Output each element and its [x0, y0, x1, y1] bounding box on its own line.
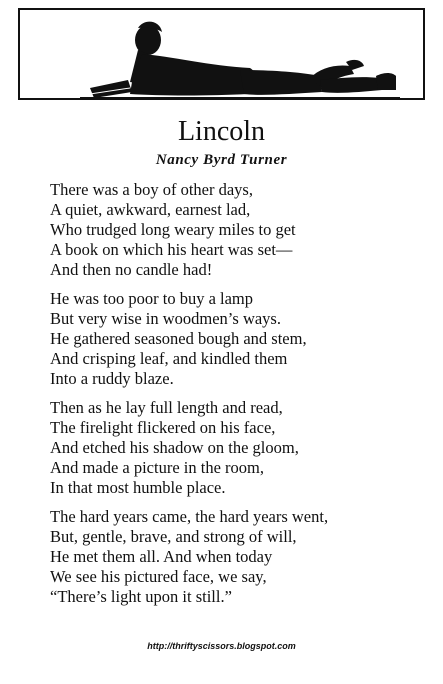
poem-line: Who trudged long weary miles to get — [50, 220, 296, 239]
poem-line: “There’s light upon it still.” — [50, 587, 232, 606]
reading-boy-silhouette-icon — [20, 10, 425, 100]
poem-line: Then as he lay full length and read, — [50, 398, 283, 417]
poem-title: Lincoln — [177, 116, 266, 147]
stanza-2 — [50, 289, 430, 389]
poem-line: A book on which his heart was set— — [50, 240, 293, 259]
poem-line: And made a picture in the room, — [50, 458, 264, 477]
stanza-3 — [50, 398, 430, 498]
poem-line: There was a boy of other days, — [50, 180, 253, 199]
poem-line: And then no candle had! — [50, 260, 213, 279]
source-url: http://thriftyscissors.blogspot.com — [147, 641, 296, 651]
poem-body — [50, 180, 430, 616]
poem-author: Nancy Byrd Turner — [155, 152, 288, 168]
poem-line: And etched his shadow on the gloom, — [50, 438, 299, 457]
poem-line: The firelight flickered on his face, — [50, 418, 276, 437]
poem-line: He met them all. And when today — [50, 547, 273, 566]
header-illustration — [18, 8, 425, 100]
poem-line: A quiet, awkward, earnest lad, — [50, 200, 251, 219]
stanza-4 — [50, 507, 430, 607]
poem-line: He was too poor to buy a lamp — [50, 289, 254, 308]
poem-line: He gathered seasoned bough and stem, — [50, 329, 307, 348]
poem-line: And crisping leaf, and kindled them — [50, 349, 288, 368]
stanza-1 — [50, 180, 430, 280]
poem-line: Into a ruddy blaze. — [50, 369, 174, 388]
poem-line: But, gentle, brave, and strong of will, — [50, 527, 297, 546]
poem-line: In that most humble place. — [50, 478, 226, 497]
poem-line: We see his pictured face, we say, — [50, 567, 267, 586]
poem-line: But very wise in woodmen’s ways. — [50, 309, 281, 328]
poem-line: The hard years came, the hard years went, — [50, 507, 329, 526]
